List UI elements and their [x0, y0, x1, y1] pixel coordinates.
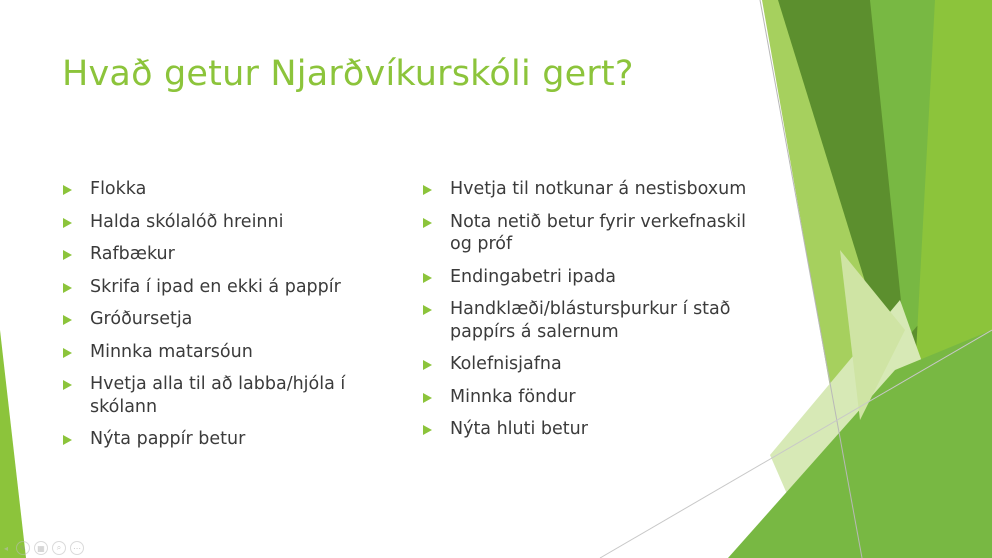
bullet-text: og próf [450, 234, 513, 254]
bullet-item [422, 298, 752, 343]
bullet-text: Gróðursetja [90, 309, 193, 329]
bullet-arrow-icon [63, 185, 72, 195]
bullet-list-left [62, 178, 392, 461]
bullet-text: Skrifa í ipad en ekki á pappír [90, 276, 341, 297]
bullet-item [62, 276, 392, 299]
prev-arrow-icon[interactable]: ◂ [4, 543, 9, 553]
bullet-item [62, 373, 392, 418]
bullet-text: pappírs á salernum [450, 321, 619, 342]
bullet-arrow-icon [63, 380, 72, 390]
bullet-item [62, 178, 392, 201]
bullet-arrow-icon [63, 218, 72, 228]
bullet-text: Nýta pappír betur [90, 429, 246, 449]
bullet-text: Flokka [90, 179, 147, 199]
bullet-arrow-icon [423, 218, 432, 228]
bullet-text: Nýta hluti betur [450, 419, 588, 439]
slides-icon[interactable]: ▦ [34, 541, 48, 555]
bullet-text: Hvetja alla til að labba/hjóla í [90, 374, 346, 394]
bullet-text: Nota netið betur fyrir verkefnaskil [450, 211, 746, 232]
bullet-text: Halda skólalóð hreinni [90, 211, 284, 232]
bullet-item [422, 418, 752, 441]
bullet-text: Minnka föndur [450, 386, 576, 407]
bullet-arrow-icon [63, 348, 72, 358]
bullet-text: Kolefnisjafna [450, 354, 562, 374]
bullet-text: Handklæði/blástursþurkur í stað [450, 299, 731, 319]
bullet-text: Minnka matarsóun [90, 341, 253, 362]
bullet-item [62, 211, 392, 234]
bullet-arrow-icon [63, 250, 72, 260]
bullet-item [422, 178, 752, 201]
bullet-arrow-icon [63, 315, 72, 325]
bullet-text: Rafbækur [90, 244, 175, 264]
slide-title: Hvað getur Njarðvíkurskóli gert? [62, 54, 634, 94]
bullet-arrow-icon [423, 185, 432, 195]
bullet-item [422, 353, 752, 376]
bullet-item [422, 386, 752, 409]
bullet-arrow-icon [423, 393, 432, 403]
bullet-text: Hvetja til notkunar á nestisboxum [450, 179, 747, 199]
more-icon[interactable]: ⋯ [70, 541, 84, 555]
bullet-list-right [422, 178, 752, 451]
bullet-item [62, 428, 392, 451]
bullet-arrow-icon [63, 283, 72, 293]
facet-left-sliver [0, 330, 26, 558]
bullet-arrow-icon [63, 435, 72, 445]
bullet-arrow-icon [423, 425, 432, 435]
bullet-item [62, 243, 392, 266]
bullet-text: skólann [90, 396, 158, 417]
bullet-arrow-icon [423, 305, 432, 315]
presenter-toolbar [4, 541, 84, 555]
bullet-item [422, 211, 752, 256]
bullet-text: Endingabetri ipada [450, 266, 616, 287]
zoom-icon[interactable]: ⌕ [52, 541, 66, 555]
bullet-item [422, 266, 752, 289]
bullet-item [62, 341, 392, 364]
pen-icon[interactable]: ✎ [16, 541, 30, 555]
bullet-arrow-icon [423, 273, 432, 283]
bullet-arrow-icon [423, 360, 432, 370]
bullet-item [62, 308, 392, 331]
